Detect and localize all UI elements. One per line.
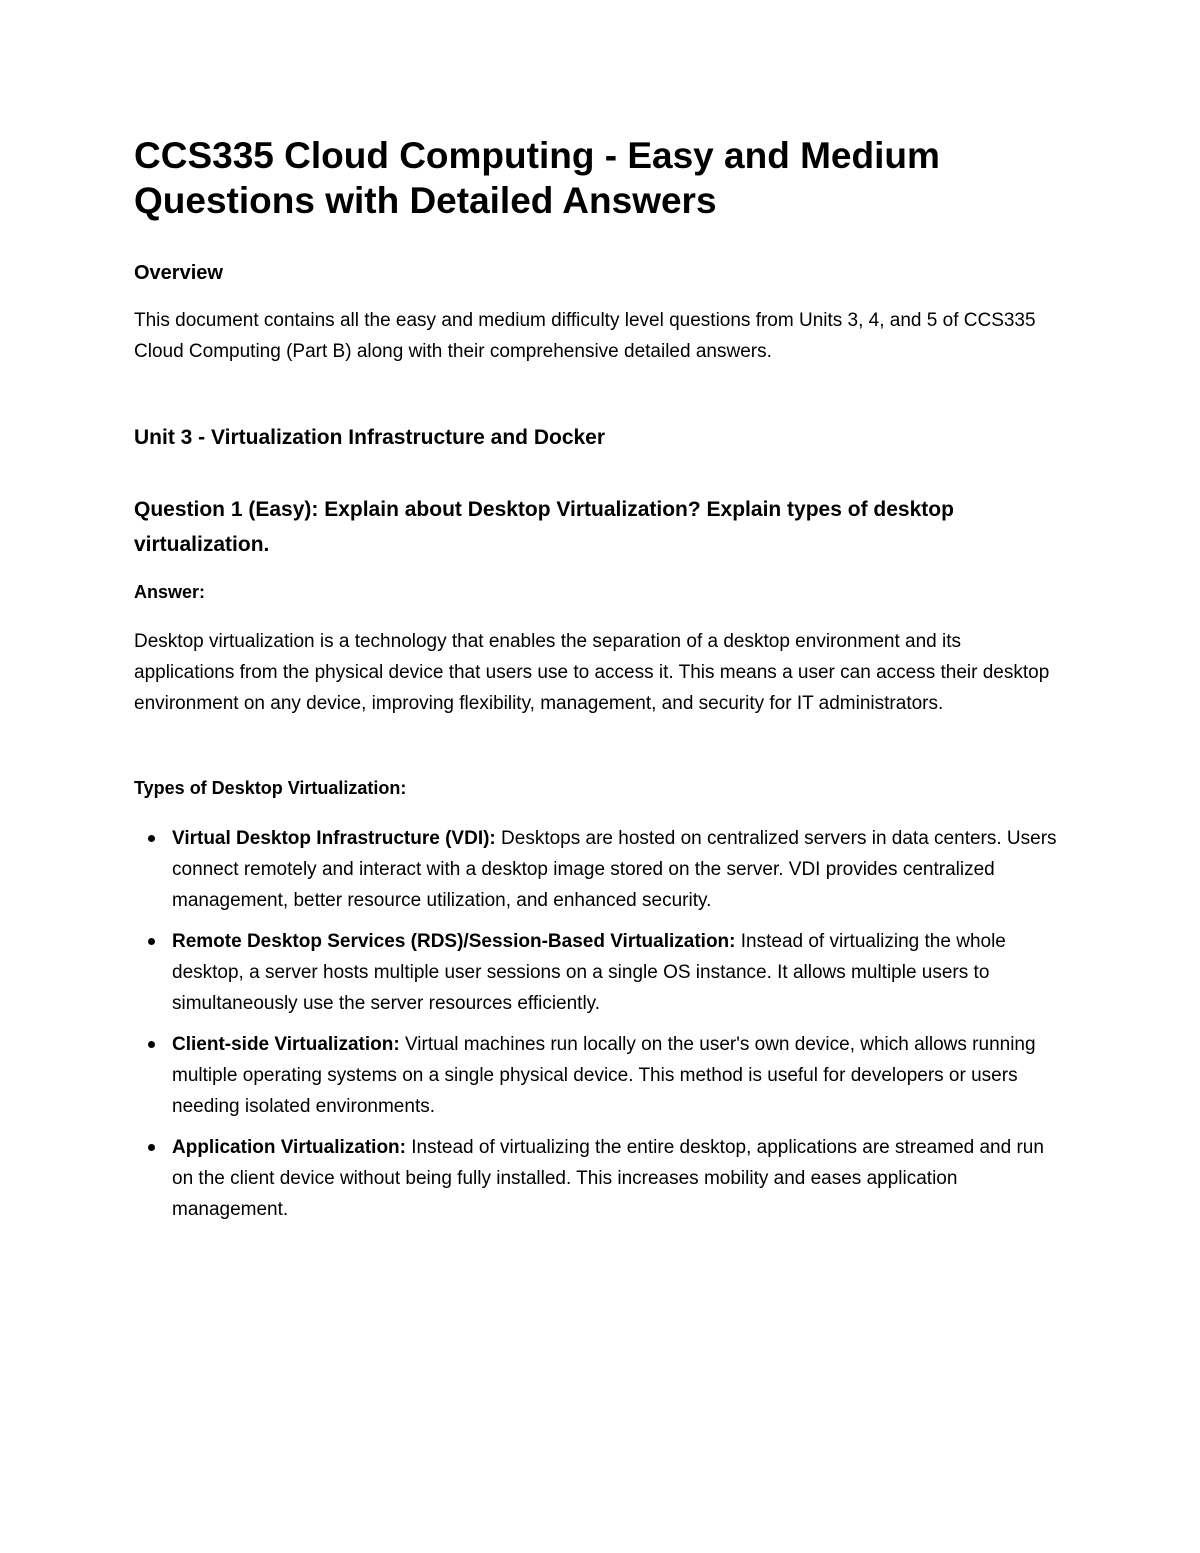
document-title: CCS335 Cloud Computing - Easy and Medium Questions with Detailed Answers bbox=[134, 135, 940, 221]
list-item-term: Virtual Desktop Infrastructure (VDI): bbox=[172, 828, 496, 849]
answer-label: Answer: bbox=[134, 582, 206, 602]
list-item bbox=[134, 926, 1059, 1019]
bullet-icon bbox=[148, 1041, 155, 1048]
types-label: Types of Desktop Virtualization: bbox=[134, 778, 407, 798]
list-item-term: Application Virtualization: bbox=[172, 1137, 406, 1158]
list-item-term: Remote Desktop Services (RDS)/Session-Based Virtualization: bbox=[172, 931, 736, 952]
question-heading: Question 1 (Easy): Explain about Desktop Virtualization? Explain types of desktop virtualization. bbox=[134, 498, 954, 556]
list-item bbox=[134, 1029, 1059, 1122]
list-item bbox=[134, 1132, 1059, 1225]
bullet-icon bbox=[148, 835, 155, 842]
list-item-description: Virtual machines run locally on the user's own device, which allows running multiple operating systems on a single physical device. This method is useful for developers or users needing isolated environments. bbox=[172, 1034, 1036, 1117]
unit-heading: Unit 3 - Virtualization Infrastructure and Docker bbox=[134, 426, 606, 449]
list-item-description: Desktops are hosted on centralized servers in data centers. Users connect remotely and interact with a desktop image stored on the server. VDI provides centralized management, better resource utilization, and enhanced security. bbox=[172, 828, 1057, 911]
types-list bbox=[134, 823, 1059, 1235]
bullet-icon bbox=[148, 1144, 155, 1151]
list-item bbox=[134, 823, 1059, 916]
list-item-description: Instead of virtualizing the entire desktop, applications are streamed and run on the client device without being fully installed. This increases mobility and eases application management. bbox=[172, 1137, 1044, 1220]
bullet-icon bbox=[148, 938, 155, 945]
list-item-term: Client-side Virtualization: bbox=[172, 1034, 400, 1055]
overview-paragraph: This document contains all the easy and medium difficulty level questions from Units 3, 4, and 5 of CCS335 Cloud Computing (Part B) along with their comprehensive detailed answers. bbox=[134, 310, 1036, 362]
list-item-description: Instead of virtualizing the whole desktop, a server hosts multiple user sessions on a single OS instance. It allows multiple users to simultaneously use the server resources efficiently. bbox=[172, 931, 1006, 1014]
answer-paragraph: Desktop virtualization is a technology that enables the separation of a desktop environment and its applications from the physical device that users use to access it. This means a user can access their desktop environment on any device, improving flexibility, management, and security for IT administrators. bbox=[134, 631, 1050, 714]
overview-heading: Overview bbox=[134, 262, 223, 284]
